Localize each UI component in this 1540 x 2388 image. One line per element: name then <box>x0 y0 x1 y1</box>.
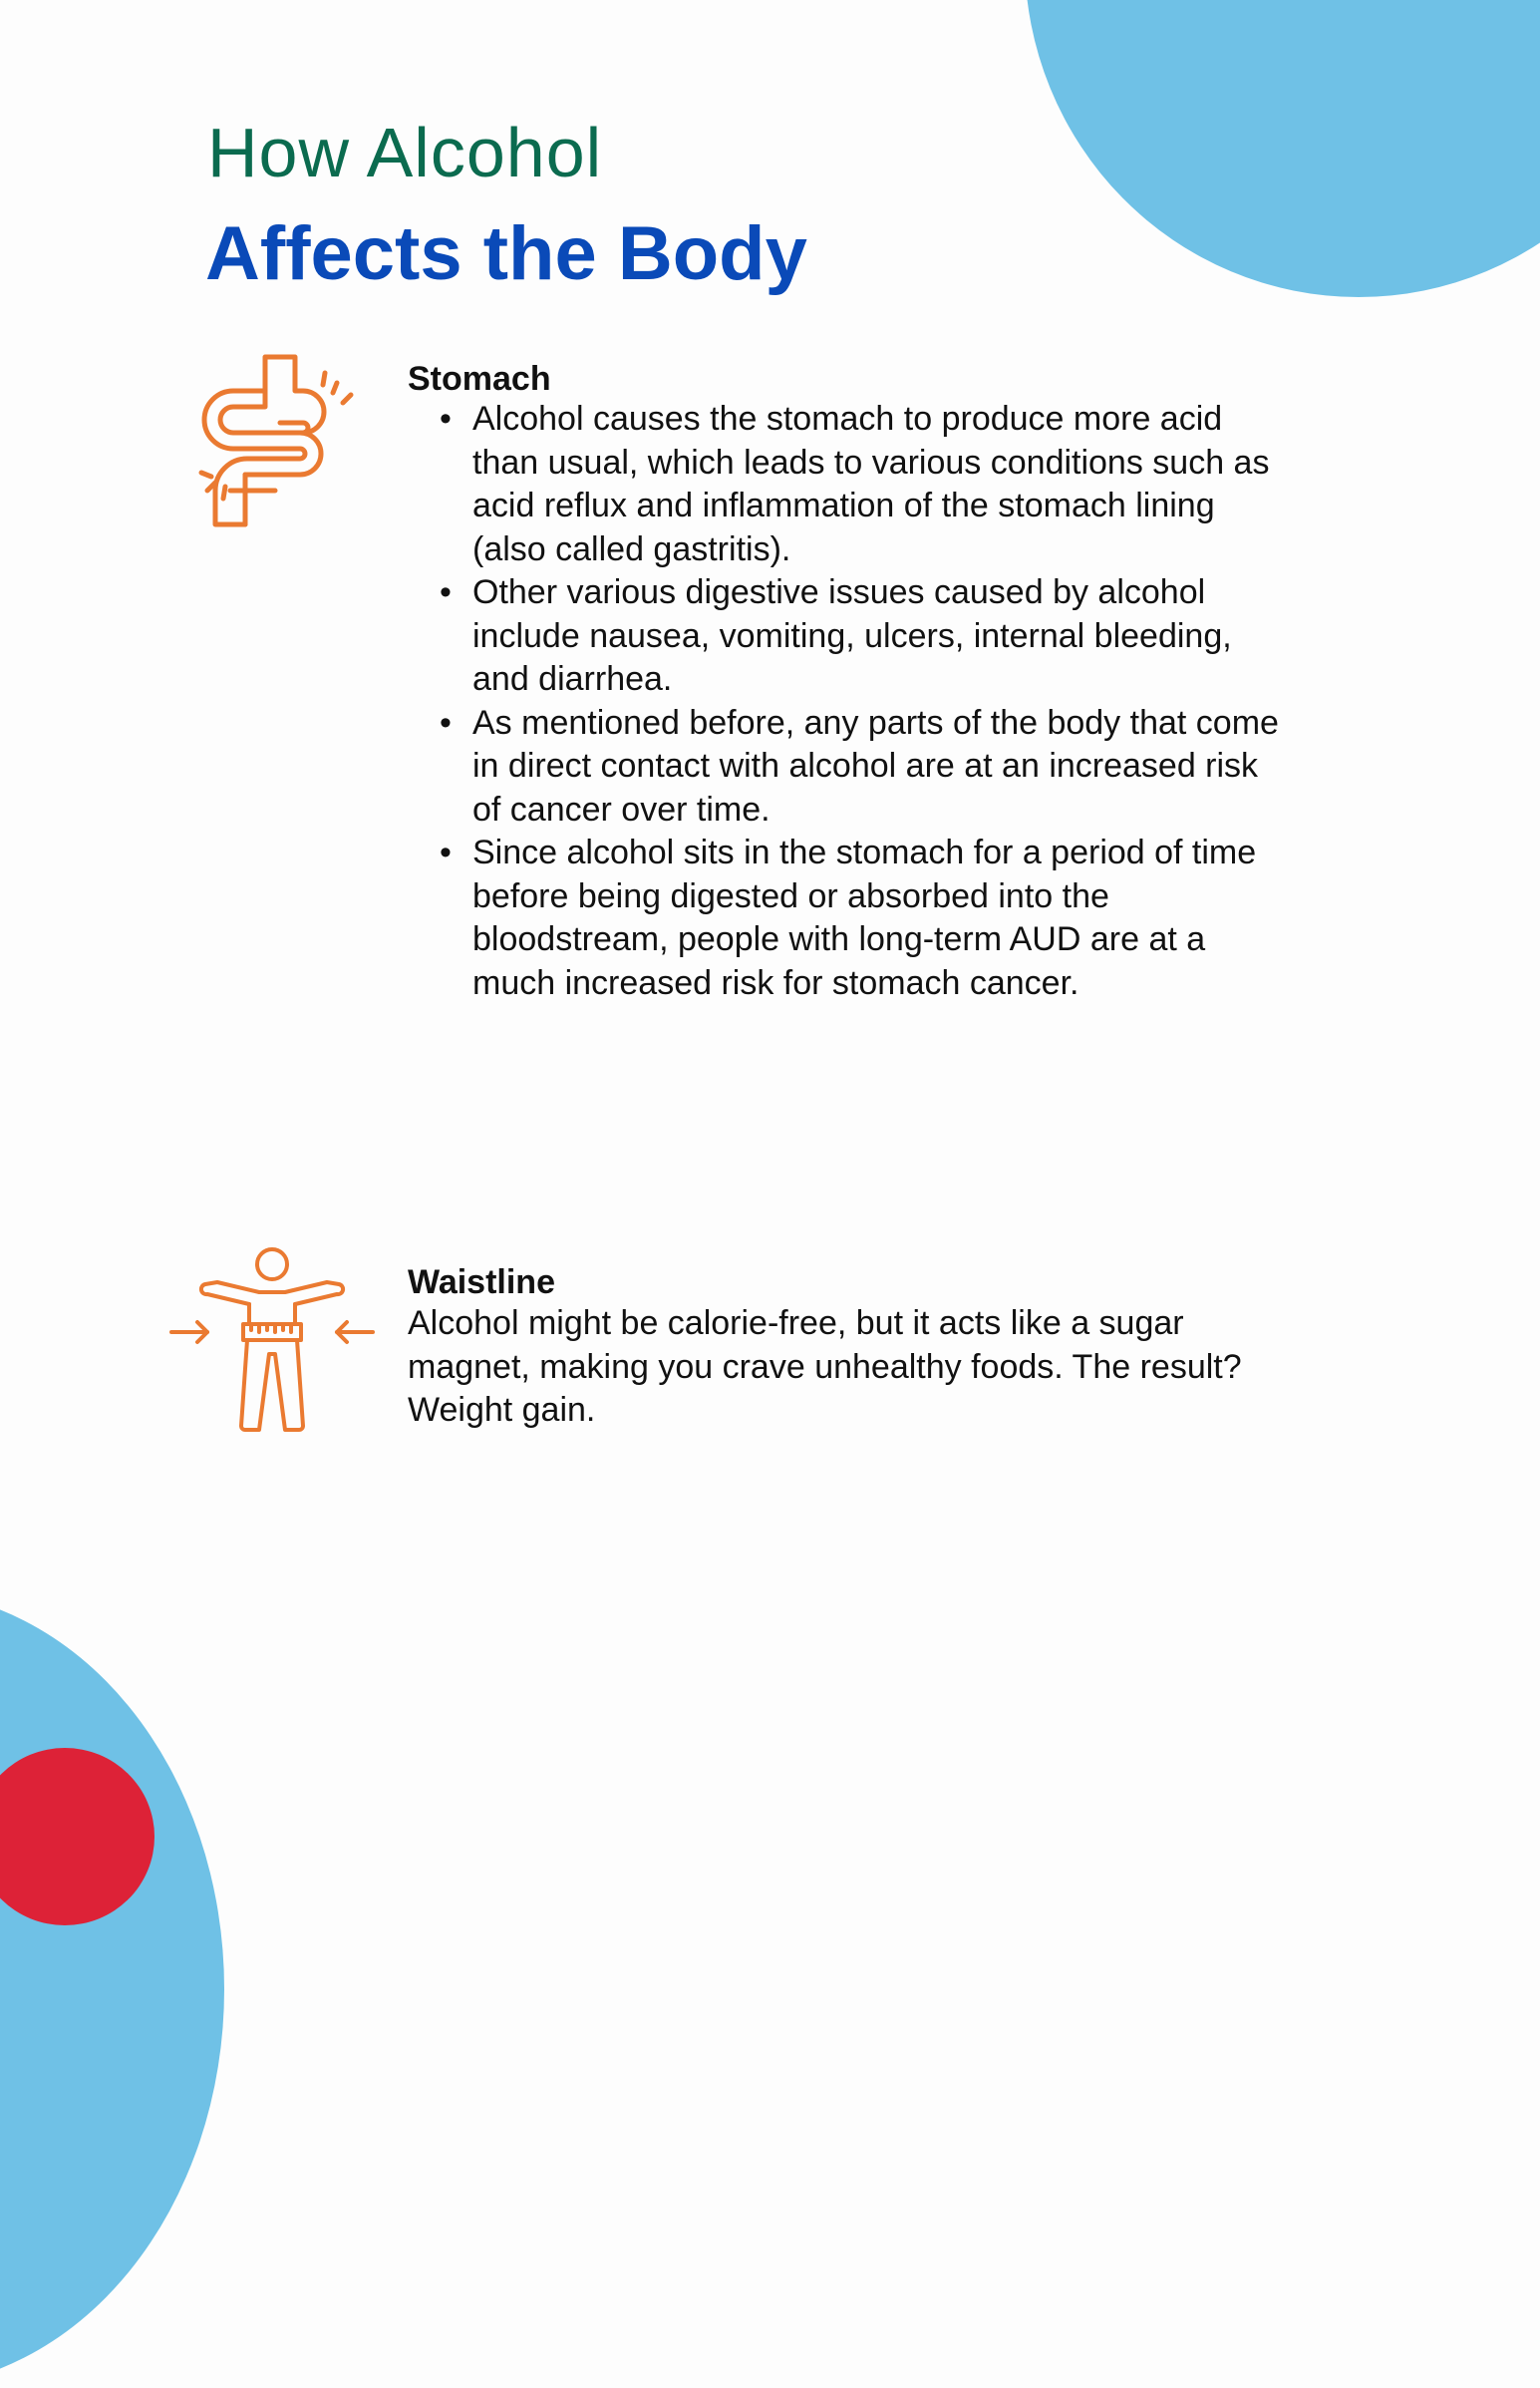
bullet-dot: • <box>440 703 452 742</box>
bullet-dot: • <box>440 573 452 611</box>
bullet-text: Since alcohol sits in the stomach for a period of time before being digested or absorbed into the bloodstream, people with long-term AUD are at a much increased risk for stomach cancer. <box>472 834 1257 1002</box>
page-title-line2: Affects the Body <box>205 211 807 296</box>
decorative-circle-top-right <box>1025 0 1540 297</box>
list-item <box>440 832 1290 1005</box>
bullet-text: Alcohol causes the stomach to produce more acid than usual, which leads to various conditions such as acid reflux and inflammation of the stomach lining (also called gastritis). <box>472 400 1270 568</box>
page-title-line1: How Alcohol <box>207 114 603 191</box>
list-item <box>440 398 1290 571</box>
stomach-heading: Stomach <box>408 360 551 398</box>
bullet-text: As mentioned before, any parts of the body that come in direct contact with alcohol are at an increased risk of cancer over time. <box>472 703 1279 829</box>
bullet-dot: • <box>440 834 452 871</box>
waistline-heading: Waistline <box>408 1263 555 1301</box>
list-item <box>440 702 1290 833</box>
list-item <box>440 571 1290 702</box>
bullet-text: Other various digestive issues caused by alcohol include nausea, vomiting, ulcers, internal bleeding, and diarrhea. <box>472 573 1232 698</box>
waistline-body-text: Alcohol might be calorie-free, but it acts like a sugar magnet, making you crave unhealthy foods. The result? Weight gain. <box>408 1304 1242 1429</box>
intestine-icon <box>185 353 361 528</box>
decorative-circle-bottom-left-blue <box>0 1590 224 2388</box>
waist-measure-icon <box>167 1244 377 1434</box>
stomach-bullet-list <box>440 398 1290 1005</box>
bullet-dot: • <box>440 400 452 438</box>
